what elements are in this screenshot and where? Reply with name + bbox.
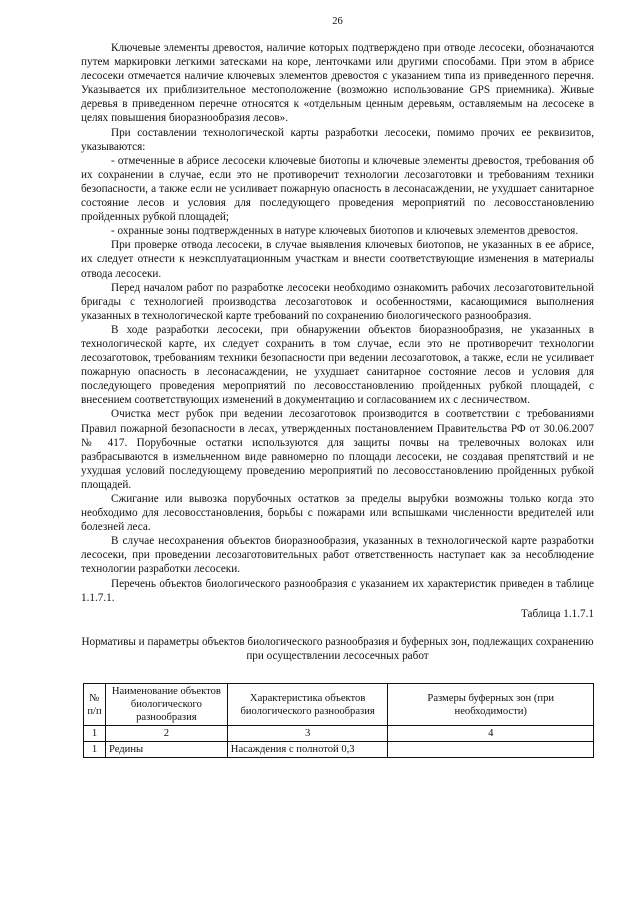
table-row bbox=[84, 742, 594, 758]
table-label: Таблица 1.1.7.1 bbox=[520, 607, 594, 620]
paragraph-discovery: В ходе разработки лесосеки, при обнаружении объектов биоразнообразия, не указанных в технологической карте, их следует сохранить в том случае, если это не противоречит технологии лесозаготовок, требованиям техники безопасности при ведении лесозаготовок, а также, если не усиливает пожарную опасность в лесонасаждении, не ухудшает санитарное состояние лесов и условия для последующего проведения мероприятий по лесовосстановлению пройденных рубкой площадей, с внесением соответствующих изменений в документацию и согласованием их с лесничеством. bbox=[81, 323, 594, 407]
header-object-name: Наименование объектов биологического разнообразия bbox=[105, 684, 227, 726]
paragraph-key-elements: Ключевые элементы древостоя, наличие которых подтверждено при отводе лесосеки, обозначаются путем маркировки легкими затесками на коре, ленточками или другими способами. При этом в абрисе лесосеки отмечается наличие ключевых элементов древостоя с указанием типа из приведенного перечня. Указывается их приблизительное местоположение (возможно использование GPS приемника). Живые деревья в приведенном перечне относятся к «отдельным ценным деревьям, оставляемым на лесосеке в целях повышения биоразнообразия лесов». bbox=[81, 42, 594, 125]
paragraph-cleanup: Очистка мест рубок при ведении лесозаготовок производится в соответствии с требованиями Правил пожарной безопасности в лесах, утвержденных постановлением Правительства РФ от 30.06.2007 № 417. Порубочные остатки используются для защиты почвы на трелевочных волоках или разбрасываются в измельченном виде равномерно по площади лесосеки, не создавая препятствий и не ухудшая условий последующему проведению мероприятий по лесовосстановлению пройденных рубкой площадей. bbox=[81, 408, 594, 491]
table-cell bbox=[388, 742, 594, 758]
numbering-cell: 2 bbox=[105, 726, 227, 742]
table-title: Нормативы и параметры объектов биологического разнообразия и буферных зон, подлежащих сохранению при осуществлении лесосечных работ bbox=[81, 635, 594, 662]
numbering-cell: 1 bbox=[84, 726, 106, 742]
paragraph-briefing: Перед началом работ по разработке лесосеки необходимо ознакомить рабочих лесозаготовительной бригады с технологией производства лесозаготовок и особенностями, касающимися выполнения указанных в технологической карте требований по сохранению биологического разнообразия. bbox=[81, 281, 594, 322]
table-numbering-row bbox=[84, 726, 594, 742]
table-header-row bbox=[84, 684, 594, 726]
paragraph-burning: Сжигание или вывозка порубочных остатков за пределы вырубки возможны только когда это необходимо для лесовосстановления, борьбы с пожарами или вспышками численности вредителей или болезней леса. bbox=[81, 493, 594, 534]
list-item-protection-zones: - охранные зоны подтвержденных в натуре ключевых биотопов и ключевых элементов древостоя. bbox=[111, 225, 579, 238]
paragraph-responsibility: В случае несохранения объектов биоразнообразия, указанных в технологической карте разработки лесосеки, при проведении лесозаготовительных работ ответственность наступает как за несоблюдение технологии разработки лесосеки. bbox=[81, 535, 594, 576]
table-cell: 1 bbox=[84, 742, 106, 758]
paragraph-allotment-check: При проверке отвода лесосеки, в случае выявления ключевых биотопов, не указанных в ее абрисе, их следует отнести к неэксплуатационным участкам и внести соответствующие изменения в материалы отвода лесосеки. bbox=[81, 239, 594, 280]
paragraph-tech-map: При составлении технологической карты разработки лесосеки, помимо прочих ее реквизитов, указываются: bbox=[81, 126, 594, 153]
page-number: 26 bbox=[332, 16, 343, 27]
numbering-cell: 4 bbox=[388, 726, 594, 742]
header-characteristic: Характеристика объектов биологического разнообразия bbox=[227, 684, 388, 726]
list-item-biotopes: - отмеченные в абрисе лесосеки ключевые биотопы и ключевые элементы древостоя, требования об их сохранении в случае, если это не противоречит технологии лесозаготовки и требованиям техники безопасности, а также если не усиливает пожарную опасность в лесонасаждении, не ухудшает санитарное состояние лесов и условия для последующего проведения мероприятий по лесовосстановлению пройденных рубкой площадей; bbox=[81, 154, 594, 224]
biodiversity-table bbox=[83, 683, 594, 758]
paragraph-list-reference: Перечень объектов биологического разнообразия с указанием их характеристик приведен в таблице 1.1.7.1. bbox=[81, 577, 594, 604]
table-cell: Насаждения с полнотой 0,3 bbox=[227, 742, 388, 758]
header-number: № п/п bbox=[84, 684, 106, 726]
table-cell: Редины bbox=[105, 742, 227, 758]
header-buffer-zone: Размеры буферных зон (при необходимости) bbox=[388, 684, 594, 726]
numbering-cell: 3 bbox=[227, 726, 388, 742]
